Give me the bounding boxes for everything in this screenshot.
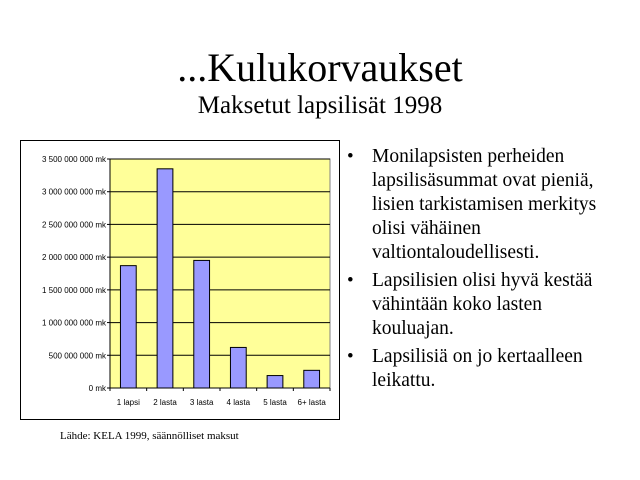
bullet-dot-icon: • xyxy=(347,346,354,367)
x-tick-label: 2 lasta xyxy=(153,398,177,407)
y-tick-label: 2 500 000 000 mk xyxy=(41,220,106,230)
chart-svg xyxy=(20,140,340,420)
bullet-item xyxy=(343,145,623,265)
bar xyxy=(157,169,173,388)
bar xyxy=(120,266,136,388)
bar xyxy=(267,376,283,388)
bullet-item xyxy=(343,269,623,341)
y-tick-label: 1 500 000 000 mk xyxy=(41,285,106,295)
y-tick-label: 3 500 000 000 mk xyxy=(41,155,106,164)
bullet-list xyxy=(343,145,623,397)
bullet-dot-icon: • xyxy=(347,146,354,167)
bar xyxy=(230,347,246,388)
x-tick-label: 1 lapsi xyxy=(116,398,140,407)
x-tick-label: 3 lasta xyxy=(189,398,214,407)
bullet-item xyxy=(343,345,623,393)
bullet-text: Lapsilisien olisi hyvä kestää vähintään koko lasten kouluajan. xyxy=(372,270,593,339)
bar-chart xyxy=(20,140,340,420)
y-tick-label: 500 000 000 mk xyxy=(48,351,106,361)
source-note: Lähde: KELA 1999, säännölliset maksut xyxy=(60,430,239,442)
bar xyxy=(304,370,320,388)
y-tick-label: 3 000 000 000 mk xyxy=(41,187,106,197)
y-tick-label: 0 mk xyxy=(88,384,106,393)
slide-title: ...Kulukorvaukset xyxy=(177,45,463,90)
x-tick-label: 6+ lasta xyxy=(297,398,326,407)
bar xyxy=(194,260,210,388)
bullet-text: Monilapsisten perheiden lapsilisäsummat ovat pieniä, lisien tarkistamisen merkitys olisi vähäinen valtiontaloudellisesti. xyxy=(372,146,597,263)
bullet-text: Lapsilisiä on jo kertaalleen leikattu. xyxy=(372,346,583,391)
y-tick-label: 2 000 000 000 mk xyxy=(41,253,106,263)
bullet-dot-icon: • xyxy=(347,270,354,291)
x-tick-label: 4 lasta xyxy=(226,398,251,407)
plot-area xyxy=(110,159,330,388)
slide-subtitle: Maksetut lapsilisät 1998 xyxy=(197,92,443,119)
x-tick-label: 5 lasta xyxy=(263,398,287,407)
y-tick-label: 1 000 000 000 mk xyxy=(41,318,106,328)
